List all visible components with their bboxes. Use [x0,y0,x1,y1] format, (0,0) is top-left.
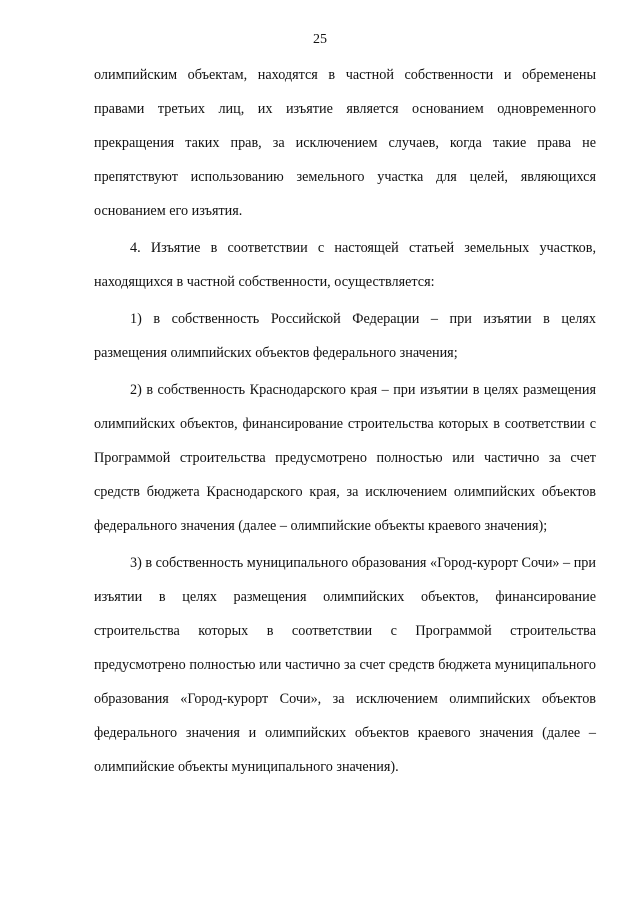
paragraph-subitem-3: 3) в собственность муниципального образования «Город-курорт Сочи» – при изъятии в целях размещения олимпийских объектов, финансирование строительства которых в соответствии с Программой строительства предусмотрено полностью или частично за счет средств бюджета муниципального образования «Город-курорт Сочи», за исключением олимпийских объектов федерального значения и олимпийских объектов краевого значения (далее – олимпийские объекты муниципального значения). [94,555,596,775]
document-body [94,58,596,784]
paragraph-continuation: олимпийским объектам, находятся в частной собственности и обременены правами третьих лиц, их изъятие является основанием одновременного прекращения таких прав, за исключением случаев, когда такие права не препятствуют использованию земельного участка для целей, являющихся основанием его изъятия. [94,67,596,219]
page-number: 25 [313,32,327,47]
paragraph-subitem-1: 1) в собственность Российской Федерации – при изъятии в целях размещения олимпийских объектов федерального значения; [94,311,596,361]
paragraph-item-4: 4. Изъятие в соответствии с настоящей статьей земельных участков, находящихся в частной собственности, осуществляется: [94,240,596,290]
paragraph-subitem-2: 2) в собственность Краснодарского края – при изъятии в целях размещения олимпийских объектов, финансирование строительства которых в соответствии с Программой строительства предусмотрено полностью или частично за счет средств бюджета Краснодарского края, за исключением олимпийских объектов федерального значения (далее – олимпийские объекты краевого значения); [94,382,596,534]
